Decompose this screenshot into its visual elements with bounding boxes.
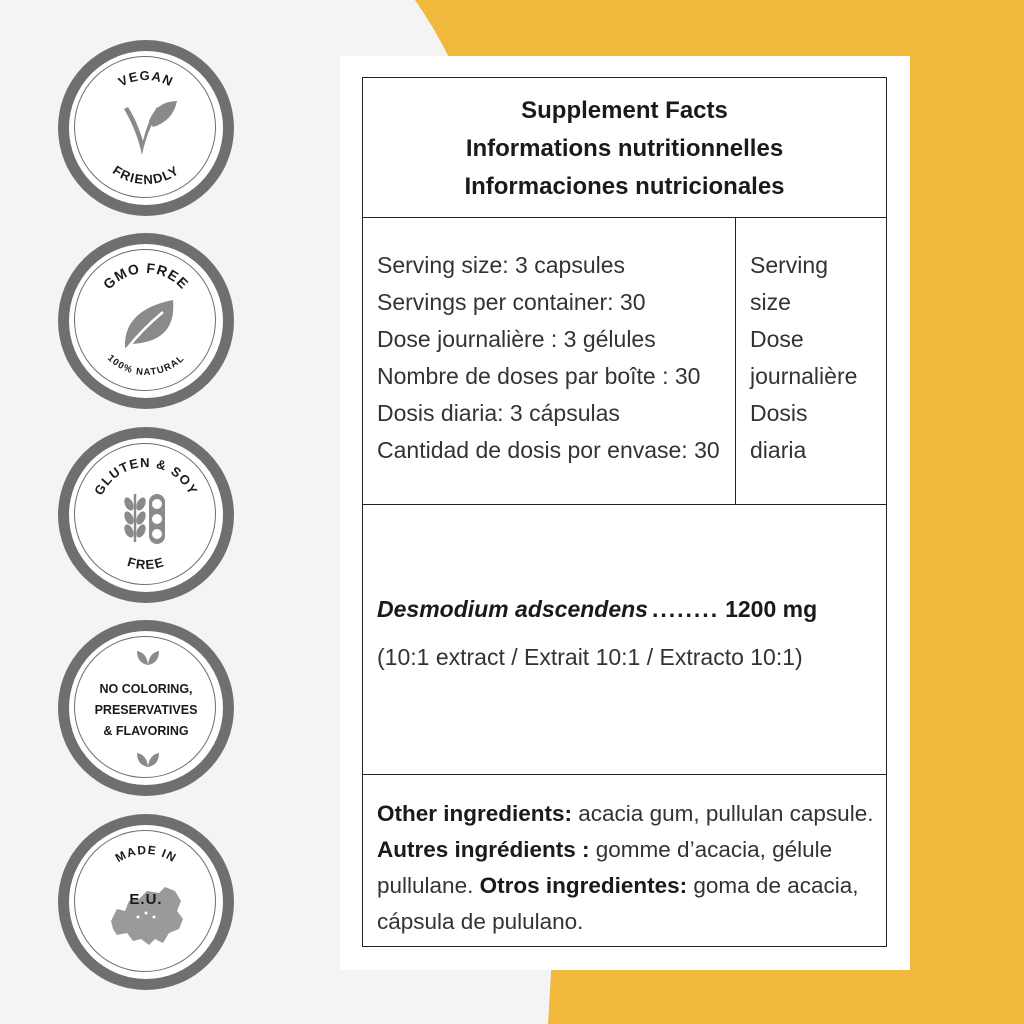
- other-text-es: goma de acacia, cápsula de pululano.: [377, 873, 859, 934]
- badge-center-text: E.U.: [129, 891, 163, 908]
- serving-right-line: journalière: [750, 363, 858, 389]
- other-label-en: Other ingredients:: [377, 801, 573, 826]
- ingredient-name: Desmodium adscendens: [377, 596, 648, 622]
- badge-line-1: NO COLORING,: [99, 682, 193, 696]
- sprout-icon: [133, 749, 163, 769]
- sprout-icon: [133, 647, 163, 667]
- serving-right-line: Dosis: [750, 400, 808, 426]
- wheat-soy-icon: [122, 494, 165, 544]
- vegan-friendly-badge: [58, 40, 234, 216]
- badge-bottom-text: FRIENDLY: [110, 162, 182, 188]
- facts-title-fr: Informations nutritionnelles: [465, 135, 784, 162]
- no-coloring-badge: [58, 620, 234, 796]
- serving-line: Cantidad de dosis por envase: 30: [377, 437, 720, 463]
- svg-text:GMO FREE: [100, 260, 192, 293]
- svg-text:GLUTEN & SOY: [91, 455, 201, 498]
- ingredient-note: (10:1 extract / Extrait 10:1 / Extracto 10:1): [377, 644, 803, 670]
- other-text-en: acacia gum, pullulan capsule.: [572, 801, 874, 826]
- svg-text:VEGAN: [116, 68, 176, 89]
- serving-line: Nombre de doses par boîte : 30: [377, 363, 701, 389]
- serving-column-right: [735, 218, 886, 504]
- serving-right-line: diaria: [750, 437, 807, 463]
- ingredient-amount: 1200 mg: [725, 596, 818, 622]
- badge-top-text: VEGAN: [115, 67, 177, 90]
- gluten-soy-free-badge: [58, 427, 234, 603]
- badge-top-text: GMO FREE: [99, 259, 193, 293]
- serving-info: [377, 247, 732, 469]
- serving-line: Serving size: 3 capsules: [377, 252, 626, 278]
- supplement-facts-table: [362, 77, 887, 947]
- other-label-fr: Autres ingrédients :: [377, 837, 590, 862]
- badge-line-3: & FLAVORING: [103, 724, 189, 738]
- facts-title-es: Informaciones nutricionales: [464, 173, 785, 200]
- facts-title-en: Supplement Facts: [521, 97, 728, 124]
- serving-line: Dose journalière : 3 gélules: [377, 326, 656, 352]
- badge-line-2: PRESERVATIVES: [94, 703, 198, 717]
- serving-right-line: Serving: [750, 252, 828, 278]
- facts-header: [363, 78, 886, 218]
- ingredient-section: [363, 505, 886, 775]
- badge-text-lines: [69, 679, 223, 742]
- other-text-fr: gomme d’acacia, gélule pullulane.: [377, 837, 833, 898]
- svg-text:FREE: [126, 554, 166, 572]
- ingredient-dots: ........: [651, 596, 720, 622]
- serving-line: Dosis diaria: 3 cápsulas: [377, 400, 620, 426]
- svg-text:FRIENDLY: [110, 162, 182, 187]
- badge-bottom-text: FREE: [125, 554, 167, 573]
- serving-right-line: size: [750, 289, 791, 315]
- serving-right-line: Dose: [750, 326, 804, 352]
- made-in-eu-badge: [58, 814, 234, 990]
- badge-top-text: GLUTEN & SOY: [91, 454, 201, 498]
- badge-top-text: MADE IN: [112, 842, 180, 866]
- gmo-free-badge: [58, 233, 234, 409]
- leaf-icon: [123, 300, 173, 354]
- svg-text:100% NATURAL: [105, 353, 187, 378]
- other-label-es: Otros ingredientes:: [479, 873, 688, 898]
- serving-section: [363, 218, 886, 505]
- other-ingredients: [377, 796, 877, 940]
- vegan-v-leaf-icon: [124, 101, 177, 155]
- serving-line: Servings per container: 30: [377, 289, 646, 315]
- svg-text:MADE IN: [113, 843, 179, 865]
- badge-bottom-text: 100% NATURAL: [105, 352, 187, 379]
- ingredient-row: [377, 596, 817, 623]
